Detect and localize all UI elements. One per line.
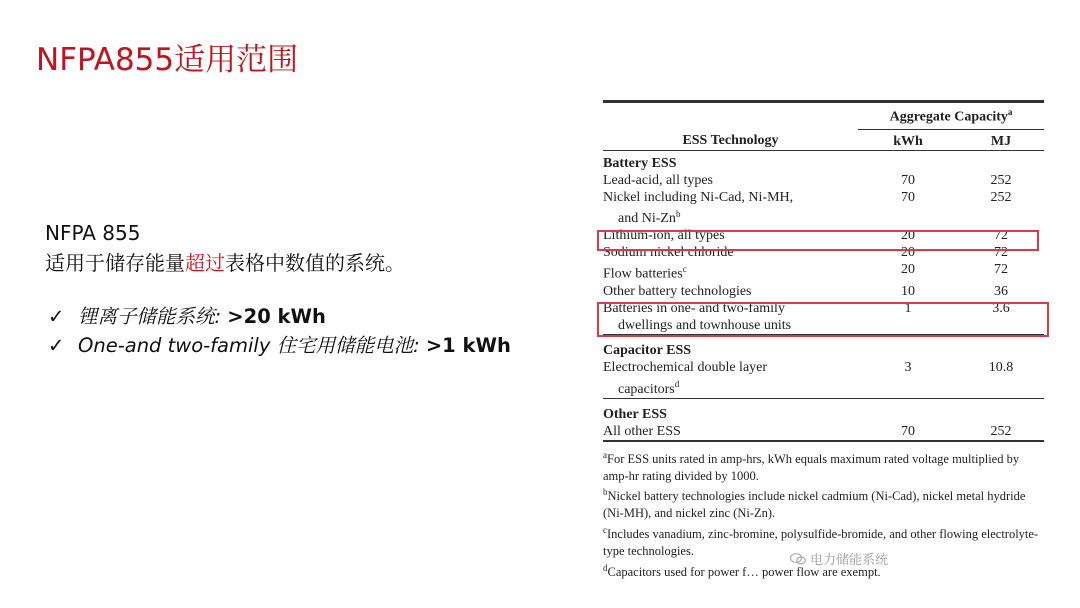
table-row: Other battery technologies 10 36 <box>603 283 1008 299</box>
check-icon: ✓ <box>48 305 65 328</box>
bullet-text: 锂离子储能系统: <box>78 305 228 328</box>
footnote-d: $^d$Capacitors used for power f… power flow are exempt. <box>603 562 881 580</box>
check-icon: ✓ <box>48 334 65 357</box>
bullet-threshold: >1 kWh <box>425 334 511 357</box>
intro-scope-text: 适用于储存能量 <box>45 251 185 275</box>
watermark <box>790 549 888 568</box>
table-row: Lead-acid, all types 70 252 <box>603 172 1012 188</box>
table-row: Nickel including Ni-Cad, Ni-MH, and Ni-Zn$^b$ 70 252 <box>603 189 1012 227</box>
table-row-dwellings: Batteries in one- and two-family dwellings and townhouse units 1 3.6 <box>603 300 1010 333</box>
table-row-lithium: Lithium-ion, all types 20 72 <box>603 228 1008 244</box>
watermark-text: 电力储能系统 <box>810 553 889 568</box>
section-battery: Battery ESS <box>603 155 677 171</box>
footnote-c: $^c$Includes vanadium, zinc-bromine, polysulfide-bromide, and other flowing electrolyte-type technologies. <box>603 525 1039 559</box>
intro-scope-text-end: 表格中数值的系统。 <box>225 251 405 275</box>
bullet-residential <box>48 331 511 360</box>
bullet-list <box>48 302 511 360</box>
highlight-box-dwellings <box>597 302 1049 337</box>
section-other: Other ESS <box>603 406 667 422</box>
aggregate-capacity-header: Aggregate Capacity$^a$ <box>858 107 1044 129</box>
intro-text <box>45 218 405 278</box>
bullet-threshold: >20 kWh <box>227 305 326 328</box>
slide-title: NFPA855适用范围 <box>36 42 299 78</box>
intro-highlight: 超过 <box>185 251 225 275</box>
col-kwh: kWh <box>893 133 923 149</box>
col-technology: ESS Technology <box>682 133 779 149</box>
threshold-table <box>603 100 1044 581</box>
intro-line-scope <box>45 248 405 278</box>
bullet-text: One-and two-family 住宅用储能电池: <box>78 334 426 357</box>
highlight-box-lithium <box>597 230 1039 251</box>
table-row: Electrochemical double layer capacitors$^d$ 3 10.8 <box>603 359 1014 397</box>
footnote-b: $^b$Nickel battery technologies include nickel cadmium (Ni-Cad), nickel metal hydride (Ni-MH), and nickel zinc (Ni-Zn). <box>603 487 1026 521</box>
intro-line-standard: NFPA 855 <box>45 221 141 245</box>
footnote-a: $^a$For ESS units rated in amp-hrs, kWh equals maximum rated voltage multiplied by amp-hr rating divided by 1000. <box>603 449 1020 483</box>
table-row: All other ESS 70 252 <box>603 423 1012 439</box>
section-capacitor: Capacitor ESS <box>603 342 692 358</box>
wechat-icon <box>790 553 806 565</box>
table-row: Sodium nickel chloride 20 72 <box>603 245 1008 261</box>
col-mj: MJ <box>990 133 1012 149</box>
table-row: Flow batteries$^c$ 20 72 <box>603 262 1008 282</box>
bullet-lithium <box>48 302 511 331</box>
